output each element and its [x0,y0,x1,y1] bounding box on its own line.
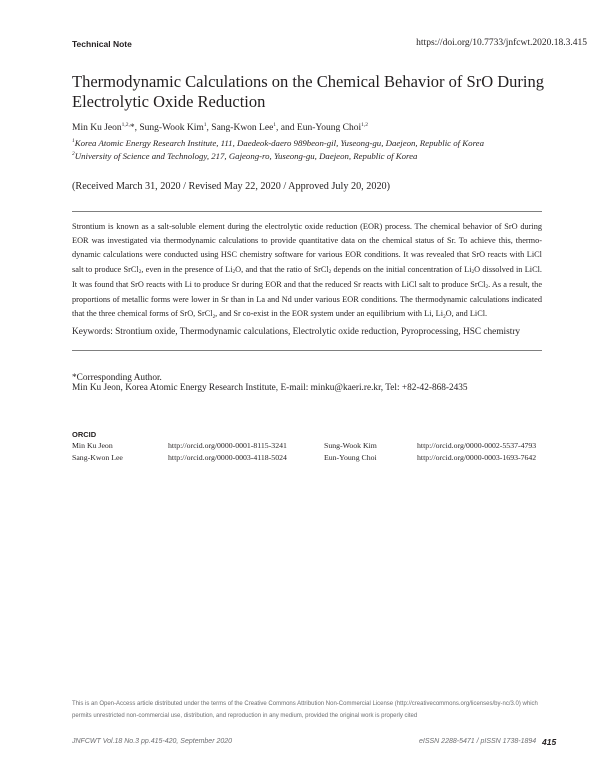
orcid-row [72,452,552,464]
page-number: 415 [542,737,557,747]
corresponding-mark: * [129,123,135,133]
affiliation-number: 2 [72,151,75,157]
orcid-author: Min Ku Jeon [72,441,113,450]
orcid-link[interactable]: http://orcid.org/0000-0003-4118-5024 [168,453,287,462]
orcid-link[interactable]: http://orcid.org/0000-0003-1693-7642 [417,453,537,462]
orcid-label: ORCID [72,430,97,439]
paper-title: Thermodynamic Calculations on the Chemical Behavior of SrO During Electrolytic Oxide Reduction [72,72,544,111]
affiliation-text: Korea Atomic Energy Research Institute, 111, Daedeok-daero 989beon-gil, Yuseong-gu, Daejeon, Republic of Korea [74,138,484,148]
section-label: Technical Note [72,39,132,49]
doi-link[interactable]: https://doi.org/10.7733/jnfcwt.2020.18.3.415 [416,38,587,48]
author-name: Eun-Young Choi [296,123,362,133]
abstract-top-rule [72,211,542,212]
corresponding-author-info: Min Ku Jeon, Korea Atomic Energy Research Institute, E-mail: minku@kaeri.re.kr, Tel: +82-42-868-2435 [72,383,468,393]
journal-citation: JNFCWT Vol.18 No.3 pp.415-420, September 2020 [72,738,233,745]
abstract-text: Strontium is known as a salt-soluble element during the electrolytic oxide reduction (EOR) process. The chemical behavior of SrO during EOR was investigated via thermodynamic calculations to provide quantitative data on the chemical status of Sr. To achieve this, thermo-dynamic calculations were conducted using HSC chemistry software for various EOR conditions. It was revealed that SrO reacts with LiCl salt to produce SrCl$_2$, even in the presence of $Li_2O$, and that the ratio of SrCl$_2$ depends on the initial concentration of $Li_2O$ dissolved in LiCl. It was found that SrO reacts with Li to produce Sr during EOR and that the reduced Sr reacts with LiCl salt to produce SrCl$_2$. As a result, the proportions of metallic forms were lower in Sr than in La and Nd under various EOR conditions. The thermodynamic calculations indicated that the three chemical forms of SrO, SrCl$_2$, and Sr co-exist in the EOR system under an equilibrium with Li, $Li_2O$, and LiCl. [72,222,542,320]
abstract-bottom-rule [72,350,542,351]
affiliation-marker: 1,2, [121,122,130,128]
author-list: Min Ku Jeon$^{1,2,}$*, Sung-Wook Kim$^1$, Sang-Kwon Lee$^1$, and Eun-Young Choi$^{1,2}$ [72,122,368,133]
affiliation-1 [72,138,484,148]
affiliation-marker: 1 [273,122,277,128]
orcid-author: Sang-Kwon Lee [72,453,123,462]
affiliation-marker: 1 [203,122,207,128]
affiliation-2 [72,151,417,161]
author-name: Min Ku Jeon [72,123,122,133]
orcid-link[interactable]: http://orcid.org/0000-0001-8115-3241 [168,441,287,450]
orcid-author: Sung-Wook Kim [324,441,377,450]
orcid-author: Eun-Young Choi [324,453,377,462]
orcid-table [72,440,552,464]
author-conjunction: and [280,123,295,133]
orcid-row [72,440,552,452]
license-notice: This is an Open-Access article distributed under the terms of the Creative Commons Attribution Non-Commercial License (http://creativecommons.org/licenses/by-nc/3.0) which permits unrestricted non-commercial use, distribution, and reproduction in any medium, provided the original work is properly cited [72,701,538,719]
received-dates: (Received March 31, 2020 / Revised May 22, 2020 / Approved July 20, 2020) [72,181,391,192]
affiliation-marker: 1,2 [361,122,368,128]
affiliation-text: University of Science and Technology, 217, Gajeong-ro, Yuseong-gu, Daejeon, Republic of Korea [74,151,418,161]
corresponding-author-label: *Corresponding Author. [72,373,162,383]
author-name: Sung-Wook Kim [139,123,204,133]
affiliation-number: 1 [72,138,75,144]
orcid-link[interactable]: http://orcid.org/0000-0002-5537-4793 [417,441,537,450]
keywords: Keywords: Strontium oxide, Thermodynamic calculations, Electrolytic oxide reduction, Pyroprocessing, HSC chemistry [72,327,521,337]
issn: eISSN 2288-5471 / pISSN 1738-1894 [419,738,537,745]
author-name: Sang-Kwon Lee [211,123,274,133]
